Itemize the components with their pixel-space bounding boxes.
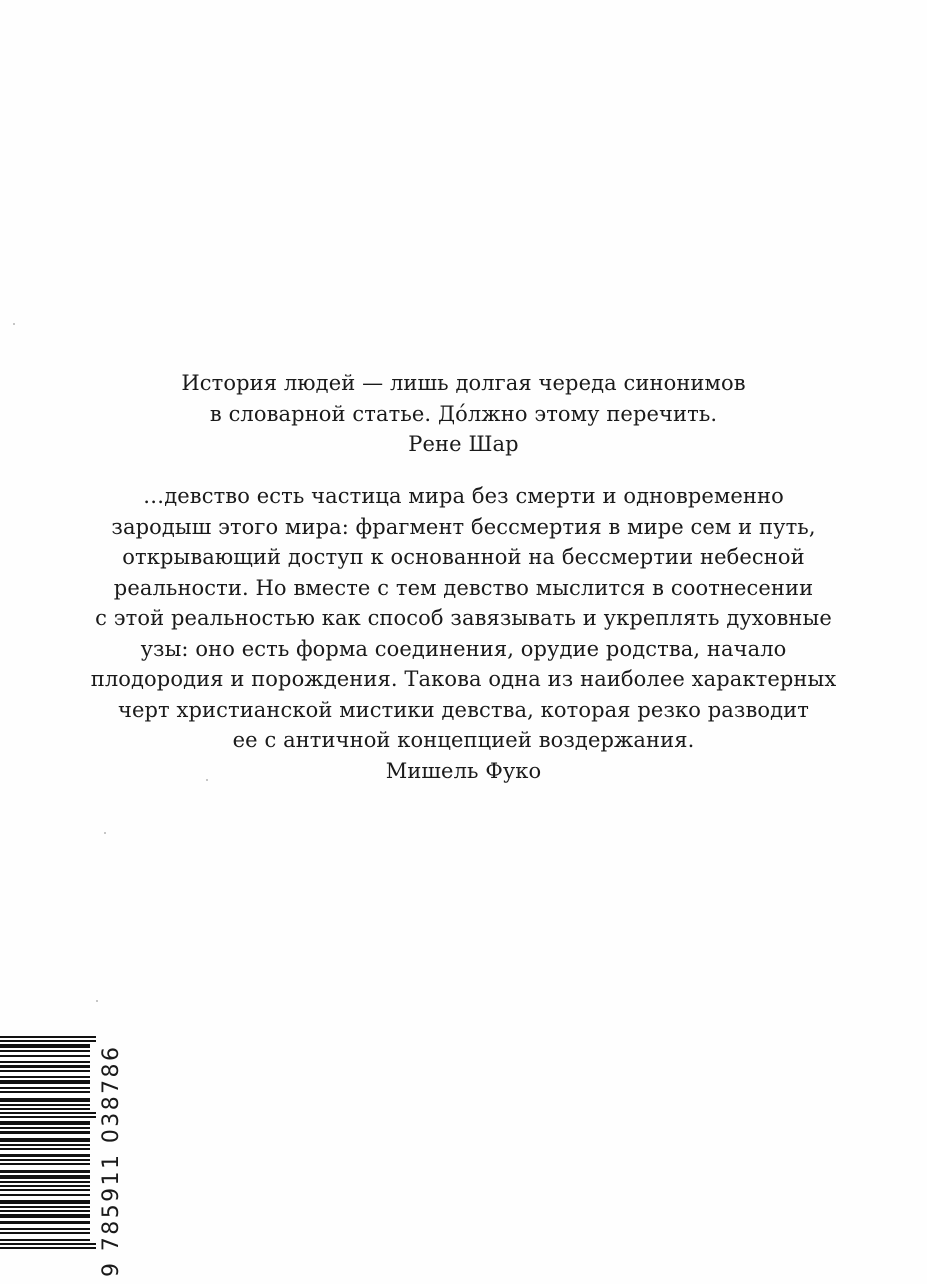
barcode-bar — [0, 1159, 90, 1161]
epigraph-line: ее с античной концепцией воздержания. — [232, 728, 695, 752]
barcode-bar — [0, 1170, 90, 1173]
barcode-bar — [0, 1228, 90, 1230]
barcode-bar — [0, 1200, 90, 1204]
epigraph-line: черт христианской мистики девства, которая резко разводит — [118, 697, 809, 722]
print-speck — [96, 1000, 98, 1002]
epigraph-author: Мишель Фуко — [385, 758, 542, 783]
barcode-bar — [0, 1061, 90, 1063]
barcode-bar — [0, 1044, 90, 1048]
barcode-bar — [0, 1232, 90, 1234]
barcode-bar — [0, 1194, 90, 1196]
barcode-bar — [0, 1189, 90, 1191]
barcode-bar — [0, 1087, 90, 1089]
barcode-bar — [0, 1104, 90, 1106]
barcode-bar — [0, 1036, 96, 1038]
barcode-bar — [0, 1065, 90, 1068]
barcode-bar — [0, 1206, 90, 1208]
barcode-bar — [0, 1138, 90, 1142]
barcode-bar — [0, 1144, 90, 1146]
barcode-bar — [0, 1221, 90, 1224]
barcode-bar — [0, 1040, 96, 1042]
isbn-barcode — [0, 1033, 96, 1279]
barcode-bar — [0, 1243, 96, 1245]
epigraph-line: …девство есть частица мира без смерти и одновременно — [143, 484, 784, 508]
barcode-bar — [0, 1116, 96, 1118]
barcode-bar — [0, 1214, 90, 1218]
isbn-digits-text: 9 785911 038786 — [99, 1047, 124, 1277]
barcode-bar — [0, 1148, 90, 1150]
isbn-digits — [96, 1033, 126, 1279]
barcode-bar — [0, 1181, 90, 1183]
barcode-bar — [0, 1163, 90, 1165]
epigraph-michel-foucault — [0, 481, 927, 786]
epigraph-line: плодородия и порождения. Такова одна из наиболее характерных — [90, 667, 837, 691]
epigraph-author: Рене Шар — [408, 432, 519, 456]
barcode-bar — [0, 1055, 90, 1057]
print-speck — [206, 779, 208, 781]
epigraph-line: узы: оно есть форма соединения, орудие родства, начало — [140, 636, 787, 661]
barcode-bar — [0, 1108, 90, 1110]
barcode-bar — [0, 1050, 90, 1052]
barcode-bar — [0, 1210, 90, 1212]
barcode-bar — [0, 1098, 90, 1102]
barcode-bar — [0, 1121, 90, 1125]
barcode-bar — [0, 1175, 90, 1179]
epigraph-line: История людей — лишь долгая череда синонимов — [181, 371, 746, 395]
barcode-bar — [0, 1154, 90, 1157]
print-speck — [104, 832, 106, 834]
barcode-bar — [0, 1185, 90, 1187]
epigraph-line: открывающий доступ к основанной на бессмертии небесной — [122, 545, 805, 569]
barcode-bar — [0, 1070, 90, 1072]
epigraph-line: реальности. Но вместе с тем девство мыслится в соотнесении — [113, 575, 814, 600]
barcode-bar — [0, 1239, 90, 1241]
barcode-bar — [0, 1131, 90, 1134]
barcode-bar — [0, 1091, 90, 1093]
barcode-bar — [0, 1076, 90, 1078]
barcode-bar — [0, 1127, 90, 1129]
barcode-bar — [0, 1080, 90, 1084]
barcode-bar — [0, 1247, 96, 1249]
epigraph-line: зародыш этого мира: фрагмент бессмертия в мире сем и путь, — [111, 514, 816, 539]
epigraph-rene-char — [0, 368, 927, 460]
epigraph-line: в словарной статье. До́лжно этому перечить. — [209, 401, 718, 426]
barcode-bar — [0, 1112, 96, 1114]
epigraph-line: с этой реальностью как способ завязывать и укреплять духовные — [95, 606, 832, 630]
print-speck — [13, 323, 15, 325]
